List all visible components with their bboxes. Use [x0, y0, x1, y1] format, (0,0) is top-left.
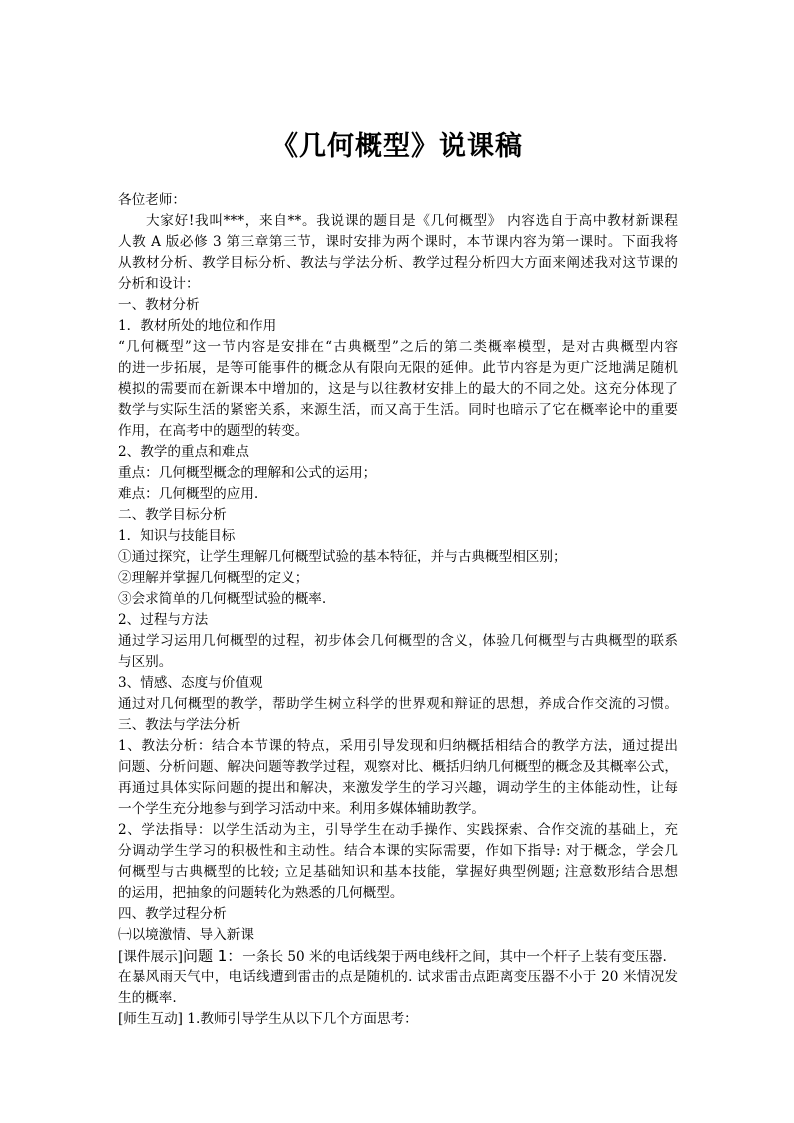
paragraph-line: 何概型与古典概型的比较; 立足基础知识和基本技能，掌握好典型例题; 注意数形结合思想	[118, 864, 678, 880]
paragraph-line: 从教材分析、教学目标分析、教法与学法分析、教学过程分析四大方面来阐述我对这节课的	[118, 255, 678, 271]
section-heading: 一、教材分析	[118, 297, 200, 313]
problem-text-line: 生的概率.	[118, 990, 177, 1006]
problem-1-line	[118, 946, 678, 967]
courseware-label: [课件展示]	[118, 949, 183, 965]
subsection-heading: 2、过程与方法	[118, 612, 209, 628]
paragraph-line: 再通过具体实际问题的提出和解决，来激发学生的学习兴趣，调动学生的主体能动性，让每	[118, 780, 678, 796]
paragraph-line: 一个学生充分地参与到学习活动中来。利用多媒体辅助教学。	[118, 801, 486, 817]
paragraph-line: 问题、分析问题、解决问题等教学过程，观察对比、概括归纳几何概型的概念及其概率公式，	[118, 759, 678, 775]
subsection-heading: 1．教材所处的地位和作用	[118, 318, 277, 334]
greeting: 各位老师：	[118, 192, 186, 208]
subsection-heading: 2、教学的重点和难点	[118, 444, 249, 460]
section-heading: 二、教学目标分析	[118, 507, 227, 523]
paragraph-line: 人教 A 版必修 3 第三章第三节，课时安排为两个课时，本节课内容为第一课时。下面我将	[118, 234, 678, 250]
section-heading: 三、教法与学法分析	[118, 717, 241, 733]
difficult-point: 难点：几何概型的应用.	[118, 486, 259, 502]
section-heading: 四、教学过程分析	[118, 906, 227, 922]
list-item: ③会求简单的几何概型试验的概率.	[118, 591, 327, 607]
paragraph-line: “几何概型”这一节内容是安排在“古典概型”之后的第二类概率模型，是对古典概型内容	[118, 339, 678, 355]
page-title: 《几何概型》说课稿	[271, 131, 523, 162]
paragraph-line: 与区别。	[118, 654, 173, 670]
paragraph-line: 2、学法指导：以学生活动为主，引导学生在动手操作、实践探索、合作交流的基础上，充	[118, 822, 678, 838]
paragraph-line: 1、教法分析：结合本节课的特点，采用引导发现和归纳概括相结合的教学方法，通过提出	[118, 738, 678, 754]
paragraph-line: 通过对几何概型的教学，帮助学生树立科学的世界观和辩证的思想，养成合作交流的习惯。	[118, 696, 678, 712]
problem-label: 问题 1：	[182, 947, 243, 965]
list-item: ①通过探究，让学生理解几何概型试验的基本特征，并与古典概型相区别；	[118, 549, 567, 565]
paragraph-line: 大家好!我叫***，来自**。我说课的题目是《几何概型》 内容选自于高中教材新课程	[146, 213, 678, 229]
paragraph-line: 模拟的需要而在新课本中增加的，这是与以往教材安排上的最大的不同之处。这充分体现了	[118, 381, 678, 397]
document-body	[118, 190, 678, 1030]
paragraph-line: 的运用，把抽象的问题转化为熟悉的几何概型。	[118, 885, 404, 901]
key-point: 重点：几何概型概念的理解和公式的运用；	[118, 465, 377, 481]
list-item: ②理解并掌握几何概型的定义；	[118, 570, 309, 586]
paragraph-line: 通过学习运用几何概型的过程，初步体会几何概型的含义，体验几何概型与古典概型的联系	[118, 633, 678, 649]
interaction-line: [师生互动] 1.教师引导学生从以下几个方面思考：	[118, 1011, 418, 1027]
paragraph-line: 数学与实际生活的紧密关系，来源生活，而又高于生活。同时也暗示了它在概率论中的重要	[118, 402, 678, 418]
paragraph-line: 分析和设计：	[118, 276, 200, 292]
problem-text: 一条长 50 米的电话线架于两电线杆之间，其中一个杆子上装有变压器.	[242, 949, 667, 965]
paragraph-line: 分调动学生学习的积极性和主动性。结合本课的实际需要，作如下指导: 对于概念，学会几	[118, 843, 678, 859]
subsection-heading: 3、情感、态度与价值观	[118, 675, 263, 691]
problem-text-line: 在暴风雨天气中，电话线遭到雷击的点是随机的. 试求雷击点距离变压器不小于 20 米情况发	[118, 969, 678, 985]
paragraph-line: 的进一步拓展，是等可能事件的概念从有限向无限的延伸。此节内容是为更广泛地满足随机	[118, 360, 678, 376]
paragraph-line: 作用，在高考中的题型的转变。	[118, 423, 309, 439]
subsection-heading: 1．知识与技能目标	[118, 528, 236, 544]
subsection-heading: ㈠以境激情、导入新课	[118, 927, 254, 943]
